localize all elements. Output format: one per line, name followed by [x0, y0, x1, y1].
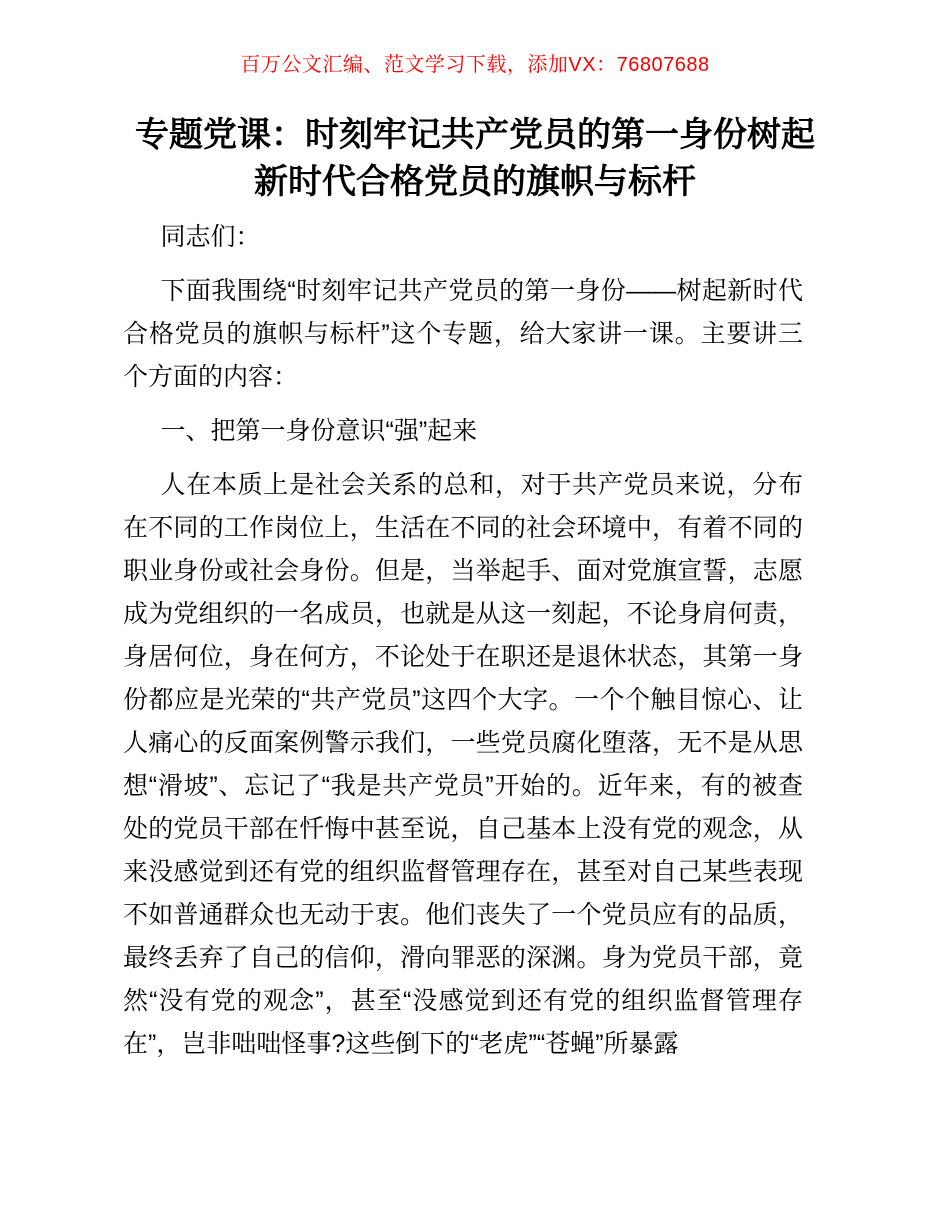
section-1-heading: 一、把第一身份意识“强”起来 [160, 417, 478, 445]
document-title [60, 112, 890, 206]
intro-paragraph: 下面我围绕“时刻牢记共产党员的第一身份——树起新时代合格党员的旗帜与标杆”这个专题，给大家讲一课。主要讲三个方面的内容： [123, 277, 803, 391]
document-body [123, 216, 803, 1066]
title-line-2: 新时代合格党员的旗帜与标杆 [254, 163, 696, 201]
section-1-body: 人在本质上是社会关系的总和，对于共产党员来说，分布在不同的工作岗位上，生活在不同的社会环境中，有着不同的职业身份或社会身份。但是，当举起手、面对党旗宣誓，志愿成为党组织的一名成员，也就是从这一刻起，不论身肩何责，身居何位，身在何方，不论处于在职还是退休状态，其第一身份都应是光荣的“共产党员”这四个大字。一个个触目惊心、让人痛心的反面案例警示我们，一些党员腐化堕落，无不是从思想“滑坡”、忘记了“我是共产党员”开始的。近年来，有的被查处的党员干部在忏悔中甚至说，自己基本上没有党的观念，从来没感觉到还有党的组织监督管理存在，甚至对自己某些表现不如普通群众也无动于衷。他们丧失了一个党员应有的品质，最终丢弃了自己的信仰，滑向罪恶的深渊。身为党员干部，竟然“没有党的观念”，甚至“没感觉到还有党的组织监督管理存在”，岂非咄咄怪事?这些倒下的“老虎”“苍蝇”所暴露 [123, 471, 803, 1058]
salutation: 同志们： [160, 223, 261, 251]
title-line-1: 专题党课：时刻牢记共产党员的第一身份树起 [135, 116, 815, 154]
promo-header-text: 百万公文汇编、范文学习下载，添加VX：76807688 [240, 54, 710, 76]
